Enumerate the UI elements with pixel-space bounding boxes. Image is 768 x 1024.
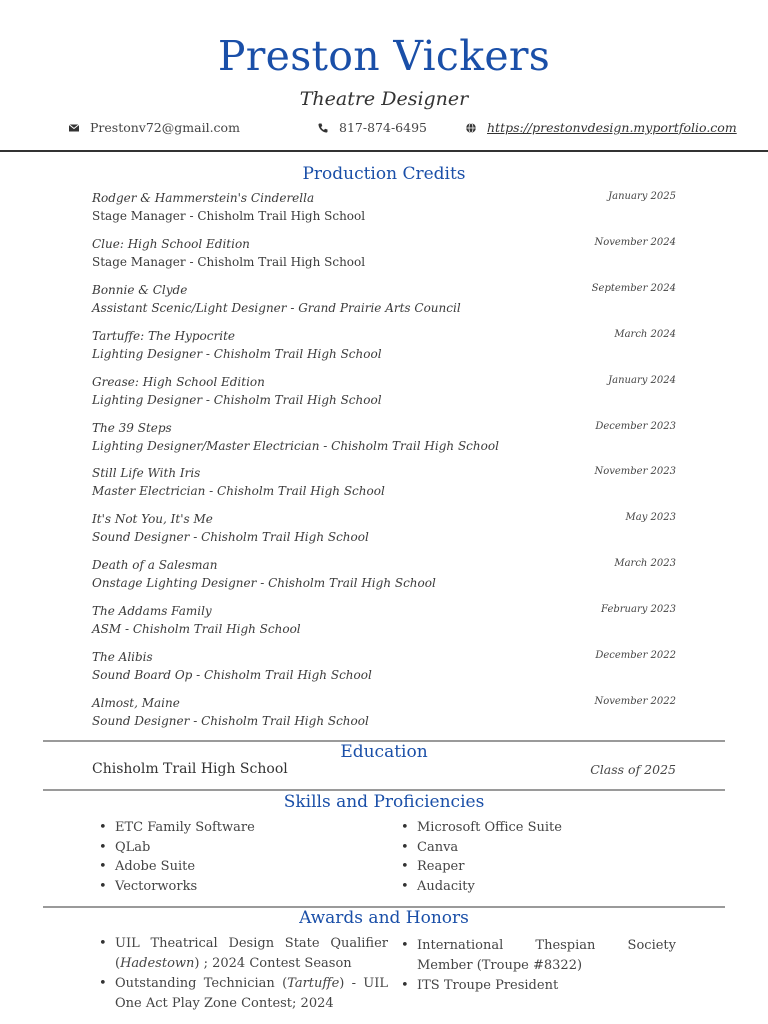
credit-entry	[92, 283, 676, 323]
credit-entry	[92, 696, 676, 736]
credit-date: March 2024	[614, 328, 676, 340]
credit-entry	[92, 237, 676, 277]
credit-role-line: Stage Manager - Chisholm Trail High School	[92, 209, 366, 223]
credit-venue: Chisholm Trail High School	[268, 576, 436, 591]
skill-item: • Audacity	[394, 879, 684, 899]
credit-show-title: Still Life With Iris	[92, 466, 201, 481]
section-divider	[43, 789, 725, 791]
credit-role-line: Sound Board Op - Chisholm Trail High School	[92, 668, 372, 682]
credit-date: November 2023	[594, 466, 676, 478]
award-item: • ITS Troupe President	[394, 976, 676, 996]
credit-role: Lighting Designer	[92, 346, 203, 361]
credit-venue: Chisholm Trail High School	[213, 346, 382, 361]
skill-item: • Reaper	[394, 859, 684, 879]
credit-venue: Chisholm Trail High School	[197, 254, 366, 269]
skills-list-left	[92, 820, 382, 898]
credit-show-title: The 39 Steps	[92, 420, 172, 435]
skill-item: • Vectorworks	[92, 879, 382, 899]
globe-icon	[465, 122, 477, 134]
credit-entry	[92, 604, 676, 644]
credit-show-title: Clue: High School Edition	[92, 236, 250, 251]
phone-text: 817-874-6495	[339, 120, 427, 135]
credit-role-line: ASM - Chisholm Trail High School	[92, 622, 301, 637]
credit-role: Stage Manager	[92, 254, 186, 269]
credit-venue: Chisholm Trail High School	[204, 668, 372, 682]
credit-role: Lighting Designer/Master Electrician	[92, 438, 320, 453]
email-text[interactable]: Prestonv72@gmail.com	[90, 120, 240, 135]
credit-entry	[92, 421, 676, 461]
credit-role-line: Sound Designer - Chisholm Trail High School	[92, 530, 369, 545]
website-contact	[465, 120, 737, 135]
header-divider	[0, 150, 768, 152]
credit-venue: Chisholm Trail High School	[213, 392, 382, 407]
credit-show-title: Almost, Maine	[92, 695, 180, 710]
skill-item: • Canva	[394, 840, 684, 860]
skill-item: • ETC Family Software	[92, 820, 382, 840]
credit-role-line: Assistant Scenic/Light Designer - Grand Prairie Arts Council	[92, 300, 461, 315]
skill-item: • Adobe Suite	[92, 859, 382, 879]
credit-date: March 2023	[614, 558, 676, 570]
credit-date: January 2025	[608, 191, 676, 202]
envelope-icon	[68, 122, 80, 134]
credit-role: Sound Designer	[92, 530, 190, 545]
skill-item: • QLab	[92, 840, 382, 860]
credit-show-title: Bonnie & Clyde	[92, 282, 188, 297]
credit-role-line: Lighting Designer/Master Electrician - Chisholm Trail High School	[92, 438, 499, 453]
candidate-title: Theatre Designer	[299, 88, 469, 110]
credit-show-title: Death of a Salesman	[92, 558, 218, 573]
credit-date: December 2022	[595, 650, 676, 661]
credit-venue: Chisholm Trail High School	[217, 484, 385, 499]
production-credits-heading: Production Credits	[302, 164, 466, 184]
credit-date: November 2022	[594, 695, 676, 707]
credit-role-line: Lighting Designer - Chisholm Trail High School	[92, 392, 382, 407]
credit-role-line: Master Electrician - Chisholm Trail High School	[92, 484, 385, 499]
credit-role: Master Electrician	[92, 484, 206, 499]
portfolio-link[interactable]: https://prestonvdesign.myportfolio.com	[487, 120, 737, 135]
awards-list-right	[394, 936, 676, 996]
credit-entry	[92, 512, 676, 552]
credit-role-line: Sound Designer - Chisholm Trail High School	[92, 713, 369, 728]
credit-show-title: The Addams Family	[92, 604, 212, 619]
credit-show-title: Grease: High School Edition	[92, 374, 265, 389]
credit-role: Stage Manager	[92, 209, 186, 223]
education-school: Chisholm Trail High School	[92, 761, 288, 777]
credit-venue: Chisholm Trail High School	[201, 713, 369, 728]
credit-date: September 2024	[591, 282, 676, 294]
credit-role: Onstage Lighting Designer	[92, 576, 257, 591]
phone-contact	[317, 120, 427, 135]
credit-role-line: Onstage Lighting Designer - Chisholm Trail High School	[92, 576, 436, 591]
phone-icon	[317, 122, 329, 134]
skill-item: • Microsoft Office Suite	[394, 820, 684, 840]
awards-heading: Awards and Honors	[299, 908, 469, 928]
award-item: • International Thespian Society Member (Troupe #8322)	[394, 936, 676, 976]
credit-show-title: It's Not You, It's Me	[92, 512, 213, 527]
credit-entry	[92, 558, 676, 598]
credit-venue: Chisholm Trail High School	[331, 438, 499, 453]
skills-list-right	[394, 820, 684, 898]
award-item: • Outstanding Technician (Tartuffe) - UIL One Act Play Zone Contest; 2024	[92, 974, 388, 1014]
credit-venue: Chisholm Trail High School	[132, 622, 301, 637]
email-contact	[68, 120, 240, 135]
credit-entry	[92, 650, 676, 690]
credit-show-title: The Alibis	[92, 650, 153, 664]
credit-entry	[92, 375, 676, 415]
credit-entry	[92, 466, 676, 506]
credit-show-title: Rodger & Hammerstein's Cinderella	[92, 191, 315, 205]
credit-role: Assistant Scenic/Light Designer	[92, 300, 287, 315]
candidate-name: Preston Vickers	[217, 32, 551, 80]
credit-date: November 2024	[594, 236, 676, 248]
credit-show-title: Tartuffe: The Hypocrite	[92, 328, 235, 343]
credit-date: May 2023	[625, 512, 676, 524]
credit-venue: Chisholm Trail High School	[197, 209, 366, 223]
credit-date: January 2024	[608, 374, 676, 386]
education-class-year: Class of 2025	[590, 762, 676, 777]
credit-date: December 2023	[595, 420, 676, 432]
credit-venue: Chisholm Trail High School	[201, 530, 369, 545]
skills-heading: Skills and Proficiencies	[283, 792, 485, 812]
credit-role: ASM	[92, 622, 122, 637]
credit-date: February 2023	[601, 604, 676, 616]
credit-role-line: Lighting Designer - Chisholm Trail High School	[92, 346, 382, 361]
award-item: • UIL Theatrical Design State Qualifier (Hadestown) ; 2024 Contest Season	[92, 934, 388, 974]
credit-entry	[92, 191, 676, 231]
credit-venue: Grand Prairie Arts Council	[298, 300, 461, 315]
credit-role: Lighting Designer	[92, 392, 203, 407]
credit-role: Sound Designer	[92, 713, 190, 728]
credit-entry	[92, 329, 676, 369]
credit-role: Sound Board Op	[92, 668, 193, 682]
credit-role-line: Stage Manager - Chisholm Trail High School	[92, 254, 366, 269]
education-heading: Education	[340, 742, 428, 762]
awards-list-left	[92, 934, 388, 1014]
